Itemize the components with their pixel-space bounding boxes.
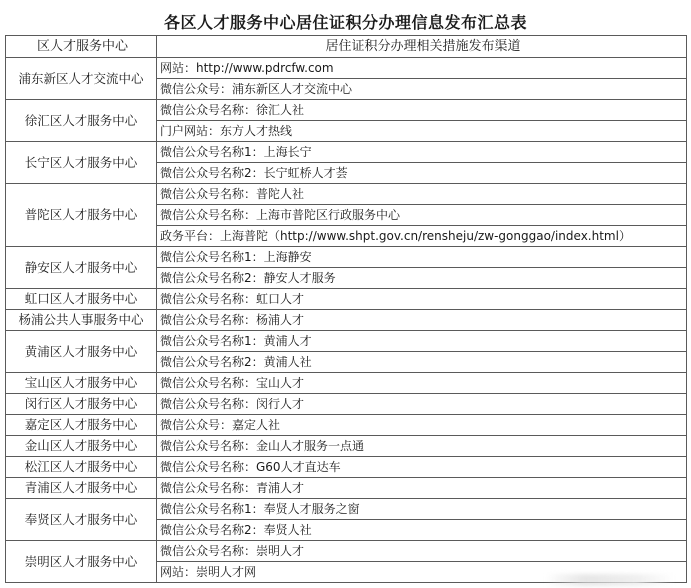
center-name-cell[interactable]: 杨浦公共人事服务中心 [6, 310, 157, 331]
spreadsheet [5, 10, 686, 583]
channel-cell[interactable]: 微信公众号名称2：长宁虹桥人才荟 [157, 163, 687, 184]
channel-cell[interactable]: 微信公众号名称：宝山人才 [157, 373, 687, 394]
center-name-cell[interactable]: 金山区人才服务中心 [6, 436, 157, 457]
channel-cell[interactable]: 微信公众号名称：虹口人才 [157, 289, 687, 310]
channel-cell[interactable]: 微信公众号名称1：上海长宁 [157, 142, 687, 163]
table-row [6, 331, 687, 352]
summary-table [5, 35, 687, 583]
channel-cell[interactable]: 政务平台：上海普陀（http://www.shpt.gov.cn/rensheju/zw-gonggao/index.html） [157, 226, 687, 247]
channel-cell[interactable]: 微信公众号名称1：黄浦人才 [157, 331, 687, 352]
channel-cell[interactable]: 微信公众号名称：上海市普陀区行政服务中心 [157, 205, 687, 226]
channel-cell[interactable]: 微信公众号：嘉定人社 [157, 415, 687, 436]
table-row [6, 184, 687, 205]
center-name-cell[interactable]: 宝山区人才服务中心 [6, 373, 157, 394]
channel-cell[interactable]: 微信公众号名称：普陀人社 [157, 184, 687, 205]
table-row [6, 373, 687, 394]
header-center[interactable]: 区人才服务中心 [6, 36, 157, 58]
channel-cell[interactable]: 网站：http://www.pdrcfw.com [157, 58, 687, 79]
table-row [6, 247, 687, 268]
header-row [6, 36, 687, 58]
channel-cell[interactable]: 微信公众号名称：崇明人才 [157, 541, 687, 562]
channel-cell[interactable]: 微信公众号名称2：奉贤人社 [157, 520, 687, 541]
channel-cell[interactable]: 微信公众号名称：杨浦人才 [157, 310, 687, 331]
table-body [6, 58, 687, 583]
blurred-watermark [545, 574, 675, 586]
table-row [6, 310, 687, 331]
channel-cell[interactable]: 门户网站：东方人才热线 [157, 121, 687, 142]
center-name-cell[interactable]: 浦东新区人才交流中心 [6, 58, 157, 100]
table-row [6, 100, 687, 121]
center-name-cell[interactable]: 徐汇区人才服务中心 [6, 100, 157, 142]
center-name-cell[interactable]: 黄浦区人才服务中心 [6, 331, 157, 373]
table-row [6, 289, 687, 310]
center-name-cell[interactable]: 青浦区人才服务中心 [6, 478, 157, 499]
center-name-cell[interactable]: 长宁区人才服务中心 [6, 142, 157, 184]
channel-cell[interactable]: 网站：崇明人才网 [157, 562, 687, 583]
table-title: 各区人才服务中心居住证积分办理信息发布汇总表 [163, 13, 527, 32]
table-row [6, 457, 687, 478]
channel-cell[interactable]: 微信公众号名称1：上海静安 [157, 247, 687, 268]
channel-cell[interactable]: 微信公众号名称：G60人才直达车 [157, 457, 687, 478]
table-row [6, 499, 687, 520]
center-name-cell[interactable]: 松江区人才服务中心 [6, 457, 157, 478]
table-row [6, 415, 687, 436]
center-name-cell[interactable]: 静安区人才服务中心 [6, 247, 157, 289]
center-name-cell[interactable]: 闵行区人才服务中心 [6, 394, 157, 415]
channel-cell[interactable]: 微信公众号名称：闵行人才 [157, 394, 687, 415]
center-name-cell[interactable]: 虹口区人才服务中心 [6, 289, 157, 310]
table-row [6, 436, 687, 457]
table-row [6, 541, 687, 562]
table-row [6, 58, 687, 79]
table-row [6, 478, 687, 499]
channel-cell[interactable]: 微信公众号名称2：黄浦人社 [157, 352, 687, 373]
center-name-cell[interactable]: 崇明区人才服务中心 [6, 541, 157, 583]
channel-cell[interactable]: 微信公众号名称：金山人才服务一点通 [157, 436, 687, 457]
table-row [6, 142, 687, 163]
table-row [6, 394, 687, 415]
center-name-cell[interactable]: 嘉定区人才服务中心 [6, 415, 157, 436]
channel-cell[interactable]: 微信公众号名称2：静安人才服务 [157, 268, 687, 289]
header-channels[interactable]: 居住证积分办理相关措施发布渠道 [157, 36, 687, 58]
channel-cell[interactable]: 微信公众号名称1：奉贤人才服务之窗 [157, 499, 687, 520]
channel-cell[interactable]: 微信公众号：浦东新区人才交流中心 [157, 79, 687, 100]
center-name-cell[interactable]: 奉贤区人才服务中心 [6, 499, 157, 541]
channel-cell[interactable]: 微信公众号名称：徐汇人社 [157, 100, 687, 121]
channel-cell[interactable]: 微信公众号名称：青浦人才 [157, 478, 687, 499]
center-name-cell[interactable]: 普陀区人才服务中心 [6, 184, 157, 247]
